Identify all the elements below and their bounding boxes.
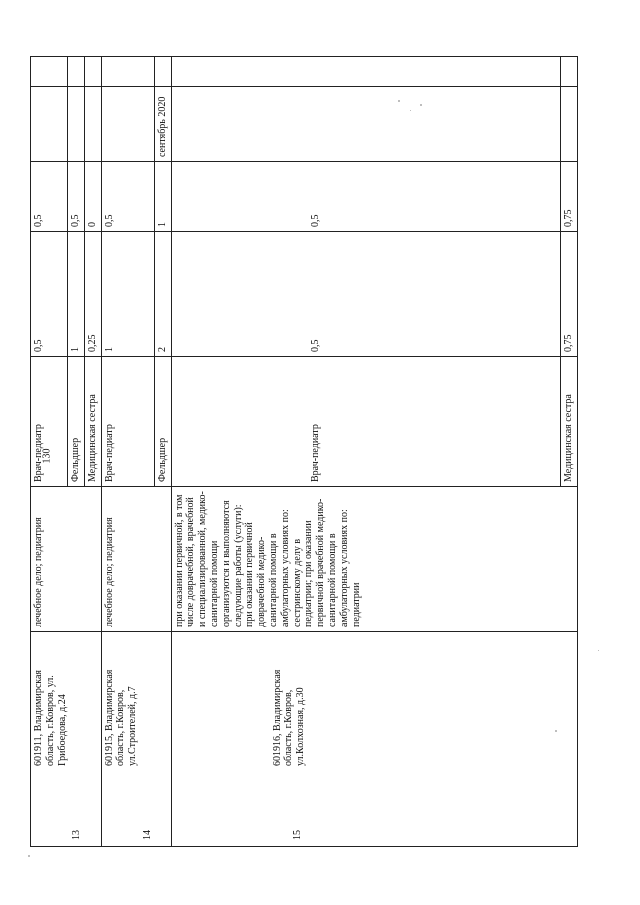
fact-cell: 1	[154, 162, 171, 232]
norm-cell: 0,5	[171, 232, 560, 357]
empty-cell	[68, 57, 85, 87]
fact-cell: 0,75	[560, 162, 577, 232]
date-cell	[31, 87, 68, 162]
address-cell: 601916, Владимирская область, г.Ковров, ул.Колхозная, д.30	[271, 669, 307, 766]
date-cell	[560, 87, 577, 162]
empty-cell	[84, 57, 101, 87]
scan-speck	[28, 855, 30, 857]
date-cell	[171, 87, 560, 162]
empty-cell	[560, 57, 577, 87]
date-cell	[101, 87, 154, 162]
row-number: 13	[71, 830, 82, 840]
rotated-table-wrapper	[30, 57, 574, 847]
activity-cell: лечебное дело; педиатрия	[31, 487, 102, 632]
fact-cell: 0,5	[31, 162, 68, 232]
scan-speck	[410, 110, 411, 111]
table-row	[171, 57, 560, 847]
row-15-number-address	[171, 632, 577, 847]
position-cell: Врач-педиатр	[31, 357, 68, 487]
norm-cell: 1	[101, 232, 154, 357]
empty-cell	[31, 57, 68, 87]
position-cell: Фельдшер	[154, 357, 171, 487]
address-cell: 601915, Владимирская область, г.Ковров, ул.Строителей, д.7	[103, 669, 139, 766]
date-cell	[84, 87, 101, 162]
scan-speck	[398, 100, 400, 102]
activity-cell: лечебное дело; педиатрия	[101, 487, 171, 632]
activity-cell: при оказании первичной, в том числе доврачебной, врачебной и специализированной, медико-санитарной помощи организуются и выполняются следующие работы (услуги): при оказании первичной доврачебной медико-санитарной помощи в амбулаторных условиях по: сестринскому делу в педиатрии; при оказании первичной врачебной медико-санитарной помощи в амбулаторных условиях по: педиатрии	[171, 487, 577, 632]
norm-cell: 1	[68, 232, 85, 357]
staffing-table	[30, 56, 578, 847]
table-row	[31, 57, 68, 847]
fact-cell: 0	[84, 162, 101, 232]
fact-cell: 0,5	[101, 162, 154, 232]
norm-cell: 0,25	[84, 232, 101, 357]
fact-cell: 0,5	[171, 162, 560, 232]
fact-cell: 0,5	[68, 162, 85, 232]
table-row	[101, 57, 154, 847]
row-14-number-address	[101, 632, 171, 847]
empty-cell	[171, 57, 560, 87]
date-cell	[68, 87, 85, 162]
position-cell: Медицинская сестра	[560, 357, 577, 487]
position-cell: Фельдшер	[68, 357, 85, 487]
scan-speck	[598, 650, 599, 651]
date-cell: сентябрь 2020	[154, 87, 171, 162]
empty-cell	[101, 57, 154, 87]
row-number: 14	[141, 830, 153, 840]
row-number: 15	[291, 830, 303, 840]
page-number: 130	[41, 448, 53, 464]
norm-cell: 2	[154, 232, 171, 357]
address-cell: 601911, Владимирская область, г.Ковров, ул. Грибоедова, д.24	[33, 669, 68, 766]
position-cell: Врач-педиатр	[101, 357, 154, 487]
position-cell: Врач-педиатр	[171, 357, 560, 487]
row-13-number-address	[31, 632, 102, 847]
norm-cell: 0,75	[560, 232, 577, 357]
norm-cell: 0,5	[31, 232, 68, 357]
position-cell: Медицинская сестра	[84, 357, 101, 487]
scan-speck	[555, 730, 557, 732]
scan-speck	[420, 104, 422, 106]
empty-cell	[154, 57, 171, 87]
